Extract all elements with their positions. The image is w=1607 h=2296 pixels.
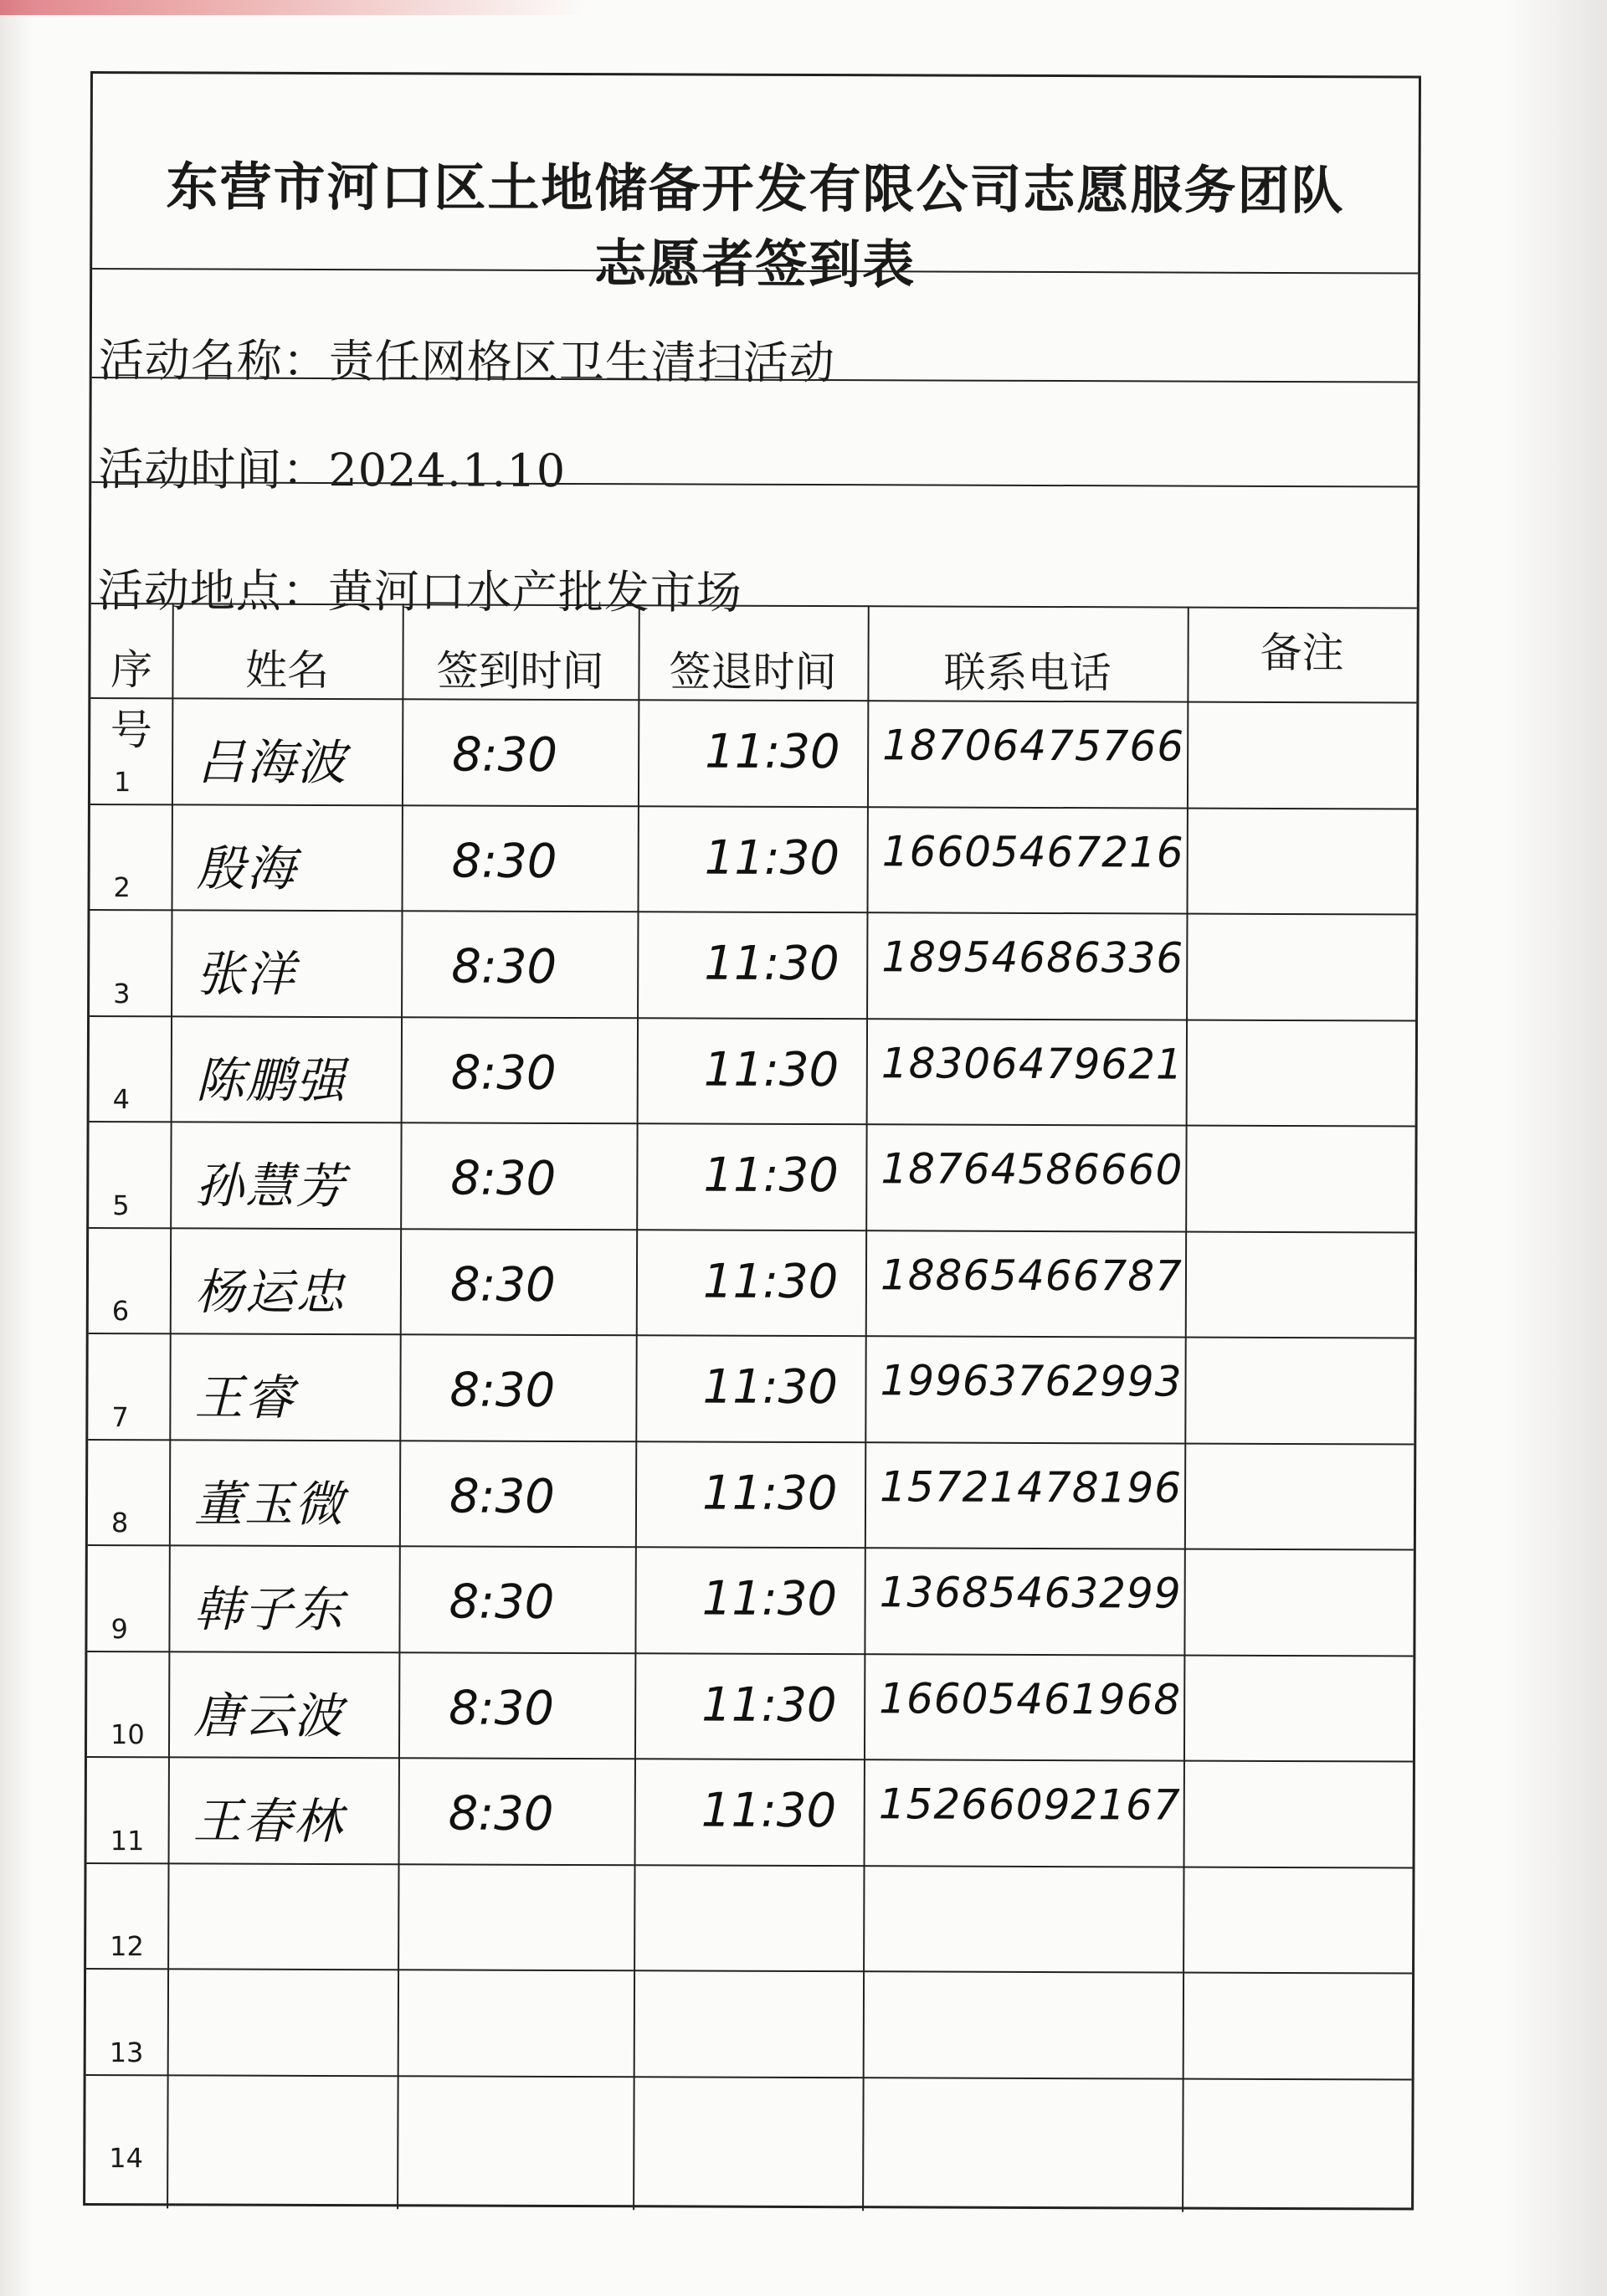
row-number: 2: [113, 871, 131, 904]
signature: 董玉微: [193, 1474, 346, 1533]
row-number: 11: [110, 1824, 145, 1857]
phone-number: 18706475766: [882, 721, 1185, 771]
activity-place: 活动地点：黄河口水产批发市场: [97, 564, 742, 619]
phone-number: 18306479621: [881, 1038, 1183, 1089]
row-divider: [87, 1862, 1413, 1868]
checkin-time: 8:30: [451, 834, 557, 889]
checkin-time: 8:30: [449, 1469, 555, 1524]
row-number: 13: [109, 2036, 144, 2068]
row-number: 6: [111, 1295, 130, 1328]
phone-number: 16605461968: [879, 1673, 1182, 1724]
checkout-time: 11:30: [701, 1783, 837, 1839]
row-divider: [88, 1544, 1414, 1551]
row-divider: [86, 1968, 1412, 1975]
signature: 杨运忠: [194, 1262, 347, 1321]
row-divider: [90, 804, 1416, 810]
row-number: 7: [111, 1400, 129, 1433]
form-title-line2: 志愿者签到表: [594, 233, 916, 295]
signature: 殷海: [196, 839, 297, 897]
row-divider: [89, 1227, 1414, 1234]
checkout-time: 11:30: [704, 830, 840, 886]
signature: 张洋: [196, 945, 297, 1003]
checkin-time: 8:30: [449, 1363, 556, 1418]
phone-number: 15721478196: [880, 1461, 1183, 1513]
row-divider: [90, 1121, 1415, 1127]
checkout-time: 11:30: [705, 724, 840, 780]
checkout-time: 11:30: [701, 1677, 837, 1733]
form-title-line1: 东营市河口区土地储备开发有限公司志愿服务团队: [166, 156, 1345, 222]
phone-number: 13685463299: [879, 1568, 1182, 1618]
red-edge-mark: [0, 0, 586, 15]
column-header-note: 备注: [1260, 628, 1344, 678]
checkout-time: 11:30: [703, 1042, 839, 1097]
checkout-time: 11:30: [701, 1466, 838, 1521]
row-number: 12: [110, 1930, 144, 1963]
checkin-time: 8:30: [452, 727, 558, 783]
checkout-time: 11:30: [704, 936, 839, 992]
phone-number: 19963762993: [880, 1356, 1183, 1406]
signature: 唐云波: [193, 1686, 345, 1744]
column-header-checkin: 签到时间: [436, 646, 604, 696]
row-divider: [87, 1650, 1413, 1657]
signature: 王春林: [193, 1792, 344, 1851]
checkin-time: 8:30: [448, 1786, 554, 1841]
checkin-time: 8:30: [450, 1045, 557, 1101]
checkin-time: 8:30: [449, 1681, 555, 1736]
checkout-time: 11:30: [702, 1359, 839, 1415]
signature: 王睿: [194, 1369, 295, 1426]
sign-in-form: [83, 71, 1421, 2211]
column-header-checkout: 签退时间: [669, 647, 837, 697]
row-number: 14: [109, 2142, 144, 2175]
row-number: 8: [110, 1507, 129, 1539]
row-number: 5: [112, 1189, 130, 1221]
phone-number: 18764586660: [881, 1144, 1183, 1194]
row-divider: [88, 1439, 1414, 1446]
row-divider: [86, 2073, 1412, 2080]
signature: 韩子东: [193, 1580, 345, 1639]
checkin-time: 8:30: [450, 1151, 557, 1206]
row-divider: [89, 1333, 1414, 1339]
signature: 吕海波: [197, 733, 348, 792]
row-number: 10: [110, 1718, 145, 1751]
phone-number: 18954686336: [881, 932, 1184, 983]
row-divider: [90, 909, 1415, 916]
checkout-time: 11:30: [702, 1254, 839, 1309]
signature: 孙慧芳: [195, 1157, 347, 1215]
checkout-time: 11:30: [703, 1148, 839, 1204]
column-header-name: 姓名: [244, 645, 330, 695]
checkout-time: 11:30: [701, 1571, 838, 1627]
phone-number: 16605467216: [881, 826, 1184, 877]
checkin-time: 8:30: [449, 1574, 555, 1630]
signature: 陈鹏强: [195, 1050, 347, 1109]
column-header-seq: 序号: [110, 645, 153, 755]
row-divider: [87, 1756, 1413, 1763]
activity-name: 活动名称：责任网格区卫生清扫活动: [98, 334, 835, 390]
phone-number: 18865466787: [880, 1250, 1183, 1301]
row-number: 9: [110, 1612, 128, 1645]
column-header-phone: 联系电话: [943, 648, 1112, 698]
row-divider: [90, 1015, 1415, 1022]
row-number: 3: [113, 977, 131, 1009]
activity-time: 活动时间：2024.1.10: [98, 443, 567, 497]
row-number: 4: [112, 1083, 131, 1116]
checkin-time: 8:30: [449, 1257, 556, 1312]
checkin-time: 8:30: [451, 939, 557, 994]
row-number: 1: [113, 765, 131, 798]
phone-number: 15266092167: [878, 1780, 1181, 1830]
